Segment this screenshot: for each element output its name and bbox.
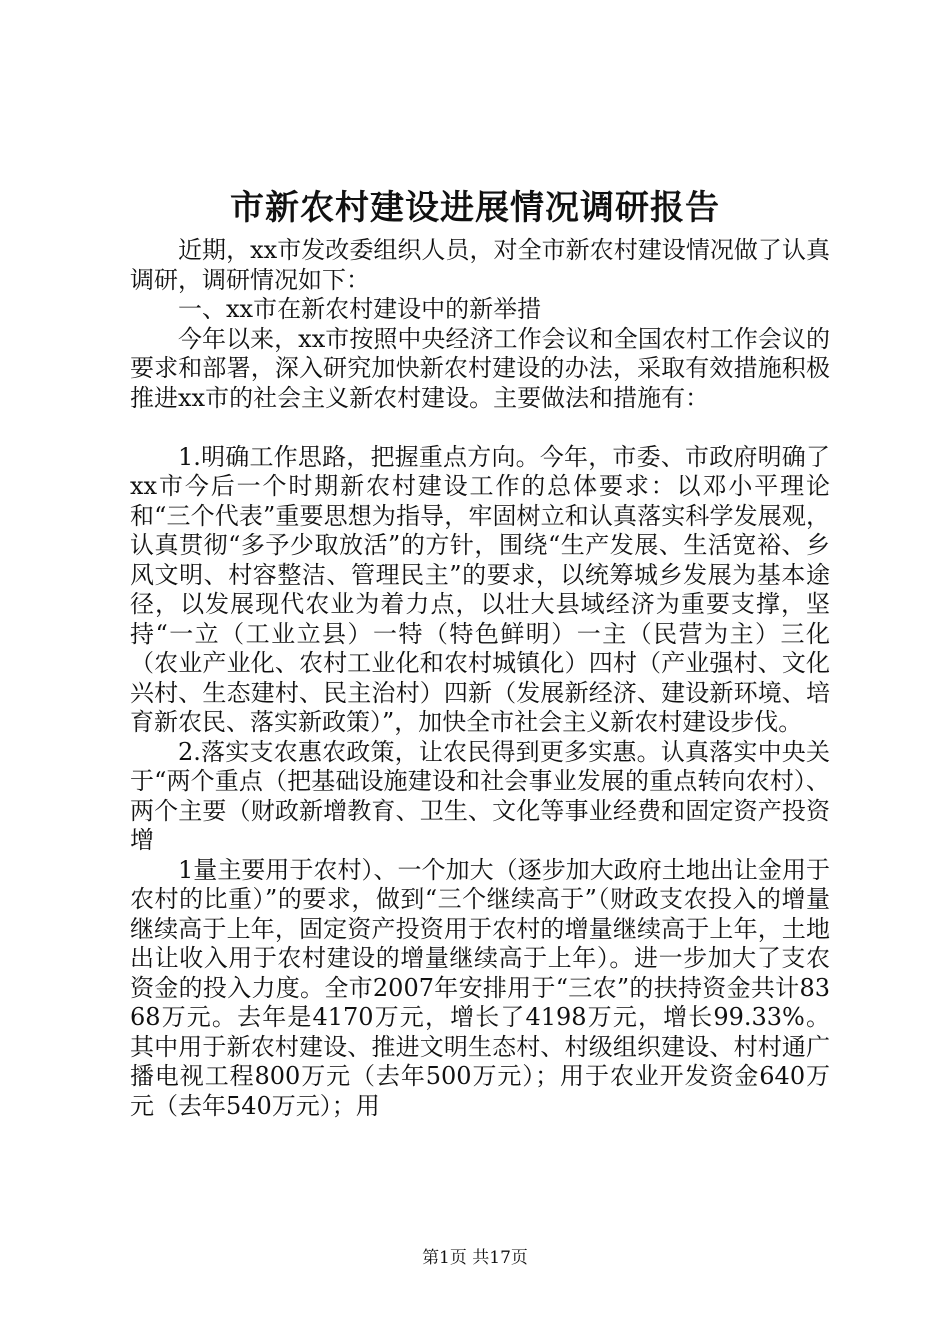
page-footer: 第1页 共17页	[422, 1248, 528, 1268]
paragraph-item-2: 2.落实支农惠农政策，让农民得到更多实惠。认真落实中央关于“两个重点（把基础设施建设和社会事业发展的重点转向农村）、两个主要（财政新增教育、卫生、文化等事业经费和固定资产投资增	[130, 737, 830, 854]
paragraph-item-2-continued: 1量主要用于农村）、一个加大（逐步加大政府土地出让金用于农村的比重）”的要求，做到“三个继续高于”（财政支农投入的增量继续高于上年，固定资产投资用于农村的增量继续高于上年，土地出让收入用于农村建设的增量继续高于上年）。进一步加大了支农资金的投入力度。全市2007年安排用于“三农”的扶持资金共计8368万元。去年是4170万元，增长了4198万元，增长99.33%。其中用于新农村建设、推进文明生态村、村级组织建设、村村通广播电视工程800万元（去年500万元）；用于农业开发资金640万元（去年540万元）；用	[130, 855, 830, 1120]
section-heading: 一、xx市在新农村建设中的新举措	[178, 295, 542, 323]
document-title: 市新农村建设进展情况调研报告	[230, 188, 720, 228]
paragraph-item-1: 1.明确工作思路，把握重点方向。今年，市委、市政府明确了xx市今后一个时期新农村建设工作的总体要求：以邓小平理论和“三个代表”重要思想为指导，牢固树立和认真落实科学发展观，认真贯彻“多予少取放活”的方针，围绕“生产发展、生活宽裕、乡风文明、村容整洁、管理民主”的要求，以统筹城乡发展为基本途径，以发展现代农业为着力点，以壮大县域经济为重要支撑，坚持“一立（工业立县）一特（特色鲜明）一主（民营为主）三化（农业产业化、农村工业化和农村城镇化）四村（产业强村、文化兴村、生态建村、民主治村）四新（发展新经济、建设新环境、培育新农民、落实新政策）”，加快全市社会主义新农村建设步伐。	[130, 442, 830, 736]
paragraph-intro: 近期，xx市发改委组织人员，对全市新农村建设情况做了认真调研，调研情况如下：	[130, 236, 830, 294]
document-body	[130, 236, 830, 1121]
paragraph-overview: 今年以来，xx市按照中央经济工作会议和全国农村工作会议的要求和部署，深入研究加快新农村建设的办法，采取有效措施积极推进xx市的社会主义新农村建设。主要做法和措施有：	[130, 324, 830, 412]
